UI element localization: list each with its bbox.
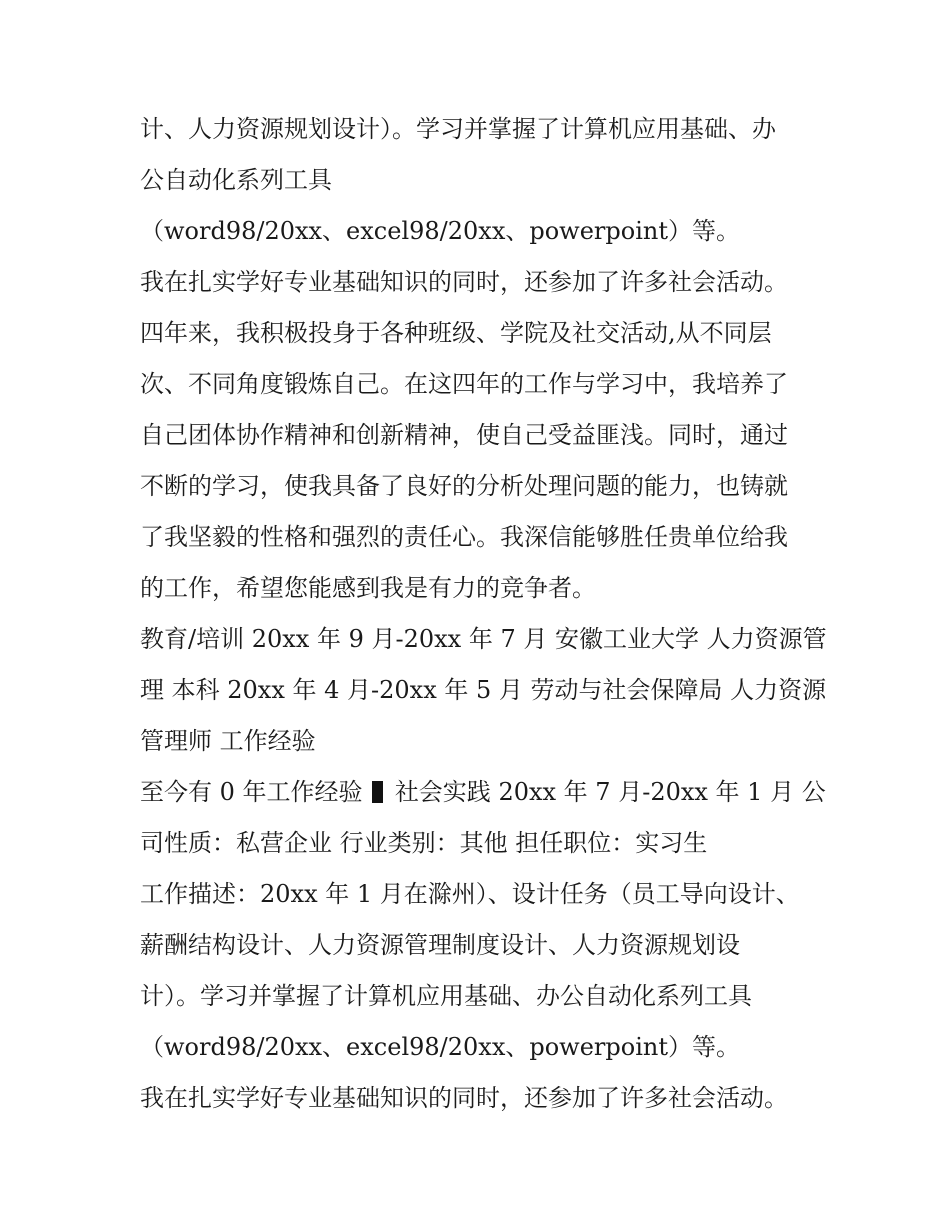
text-line: 计）。学习并掌握了计算机应用基础、办公自动化系列工具 (140, 982, 752, 1010)
text-line: 不断的学习，使我具备了良好的分析处理问题的能力，也铸就 (140, 472, 788, 500)
text-line: 司性质：私营企业 行业类别：其他 担任职位：实习生 (140, 829, 708, 857)
text-line: 的工作，希望您能感到我是有力的竞争者。 (140, 574, 596, 602)
text-segment: 社会实践 20xx 年 7 月-20xx 年 1 月 公 (394, 778, 826, 806)
text-line: （word98/20xx、excel98/20xx、powerpoint）等。 (140, 217, 740, 245)
text-line: 了我坚毅的性格和强烈的责任心。我深信能够胜任贵单位给我 (140, 523, 788, 551)
text-line: 工作描述：20xx 年 1 月在滁州）、设计任务（员工导向设计、 (140, 880, 800, 908)
text-line: 四年来，我积极投身于各种班级、学院及社交活动,从不同层 (140, 319, 772, 347)
text-line: 管理师 工作经验 (140, 727, 316, 755)
text-line: 教育/培训 20xx 年 9 月-20xx 年 7 月 安徽工业大学 人力资源管 (140, 625, 827, 653)
text-segment: 至今有 0 年工作经验 (140, 778, 363, 806)
block-marker-icon (372, 781, 383, 803)
text-line: 计、人力资源规划设计）。学习并掌握了计算机应用基础、办 (140, 115, 776, 143)
text-line: 次、不同角度锻炼自己。在这四年的工作与学习中，我培养了 (140, 370, 788, 398)
text-line: 我在扎实学好专业基础知识的同时，还参加了许多社会活动。 (140, 1084, 788, 1112)
text-line: （word98/20xx、excel98/20xx、powerpoint）等。 (140, 1033, 740, 1061)
text-line: 理 本科 20xx 年 4 月-20xx 年 5 月 劳动与社会保障局 人力资源 (140, 676, 827, 704)
text-line: 公自动化系列工具 (140, 166, 332, 194)
text-line: 我在扎实学好专业基础知识的同时，还参加了许多社会活动。 (140, 268, 788, 296)
text-line: 自己团体协作精神和创新精神，使自己受益匪浅。同时，通过 (140, 421, 788, 449)
text-line: 薪酬结构设计、人力资源管理制度设计、人力资源规划设 (140, 931, 740, 959)
text-line (140, 776, 830, 808)
